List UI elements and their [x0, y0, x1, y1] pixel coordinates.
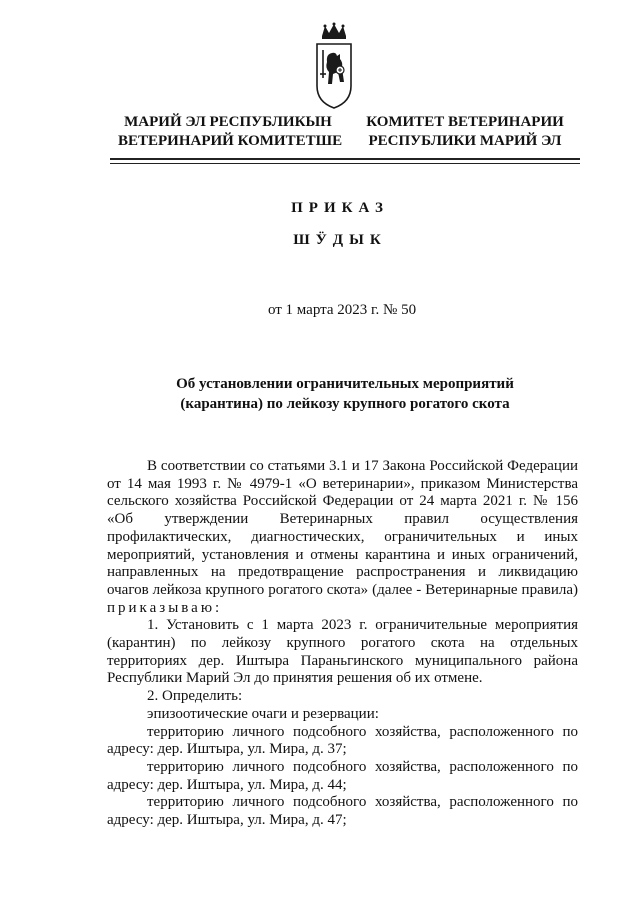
issuer-name-mari-line2: ВЕТЕРИНАРИЙ КОМИТЕТШЕ — [118, 133, 343, 149]
header-divider-thin — [110, 163, 580, 164]
preamble-text: В соответствии со статьями 3.1 и 17 Закона Российской Федерации от 14 мая 1993 г. № 4979-1 «О ветеринарии», приказом Министерства сельского хозяйства Российской Федерации от 24 марта 2021 г. № 156 «Об утверждении Ветеринарных правил осуществления профилактических, диагностических, ограничительных и иных мероприятий, установления и отмены карантина и иных ограничений, направленных на предотвращение распространения и ликвидацию очагов лейкоза крупного рогатого скота» (далее - Ветеринарные правила) — [107, 458, 578, 598]
doc-type-title-mari: ШӰДЫК — [293, 232, 387, 248]
paragraph-foci-heading: эпизоотические очаги и резервации: — [147, 705, 379, 722]
issuer-name-ru — [360, 113, 570, 151]
doc-subject-line1: Об установлении ограничительных мероприятий — [176, 376, 514, 392]
header-divider-thick — [110, 158, 580, 160]
paragraph-address-47: территорию личного подсобного хозяйства, расположенного по адресу: дер. Иштыра, ул. Мира, д. 47; — [107, 794, 578, 829]
doc-type-title: ПРИКАЗ — [291, 200, 389, 216]
doc-subject — [110, 374, 580, 414]
coat-of-arms-icon — [313, 22, 355, 110]
doc-subject-line2: (карантина) по лейкозу крупного рогатого скота — [180, 396, 510, 412]
paragraph-address-37: территорию личного подсобного хозяйства, расположенного по адресу: дер. Иштыра, ул. Мира, д. 37; — [107, 723, 578, 758]
doc-date-number: от 1 марта 2023 г. № 50 — [267, 302, 417, 318]
paragraph-item-1: 1. Установить с 1 марта 2023 г. ограничительные мероприятия (карантин) по лейкозу крупного рогатого скота на отдельных территориях дер. Иштыра Параньгинского муниципального района Республики Марий Эл до принятия решения об их отмене. — [107, 617, 578, 687]
paragraph-item-2: 2. Определить: — [147, 688, 243, 705]
doc-body — [107, 458, 578, 830]
paragraph-preamble — [107, 458, 578, 617]
order-word: приказываю: — [107, 599, 223, 616]
issuer-name-mari — [118, 113, 343, 151]
paragraph-address-44: территорию личного подсобного хозяйства, расположенного по адресу: дер. Иштыра, ул. Мира, д. 44; — [107, 758, 578, 793]
issuer-name-ru-line1: КОМИТЕТ ВЕТЕРИНАРИИ — [366, 114, 564, 130]
issuer-name-ru-line2: РЕСПУБЛИКИ МАРИЙ ЭЛ — [368, 133, 562, 149]
issuer-name-mari-line1: МАРИЙ ЭЛ РЕСПУБЛИКЫН — [124, 114, 332, 130]
